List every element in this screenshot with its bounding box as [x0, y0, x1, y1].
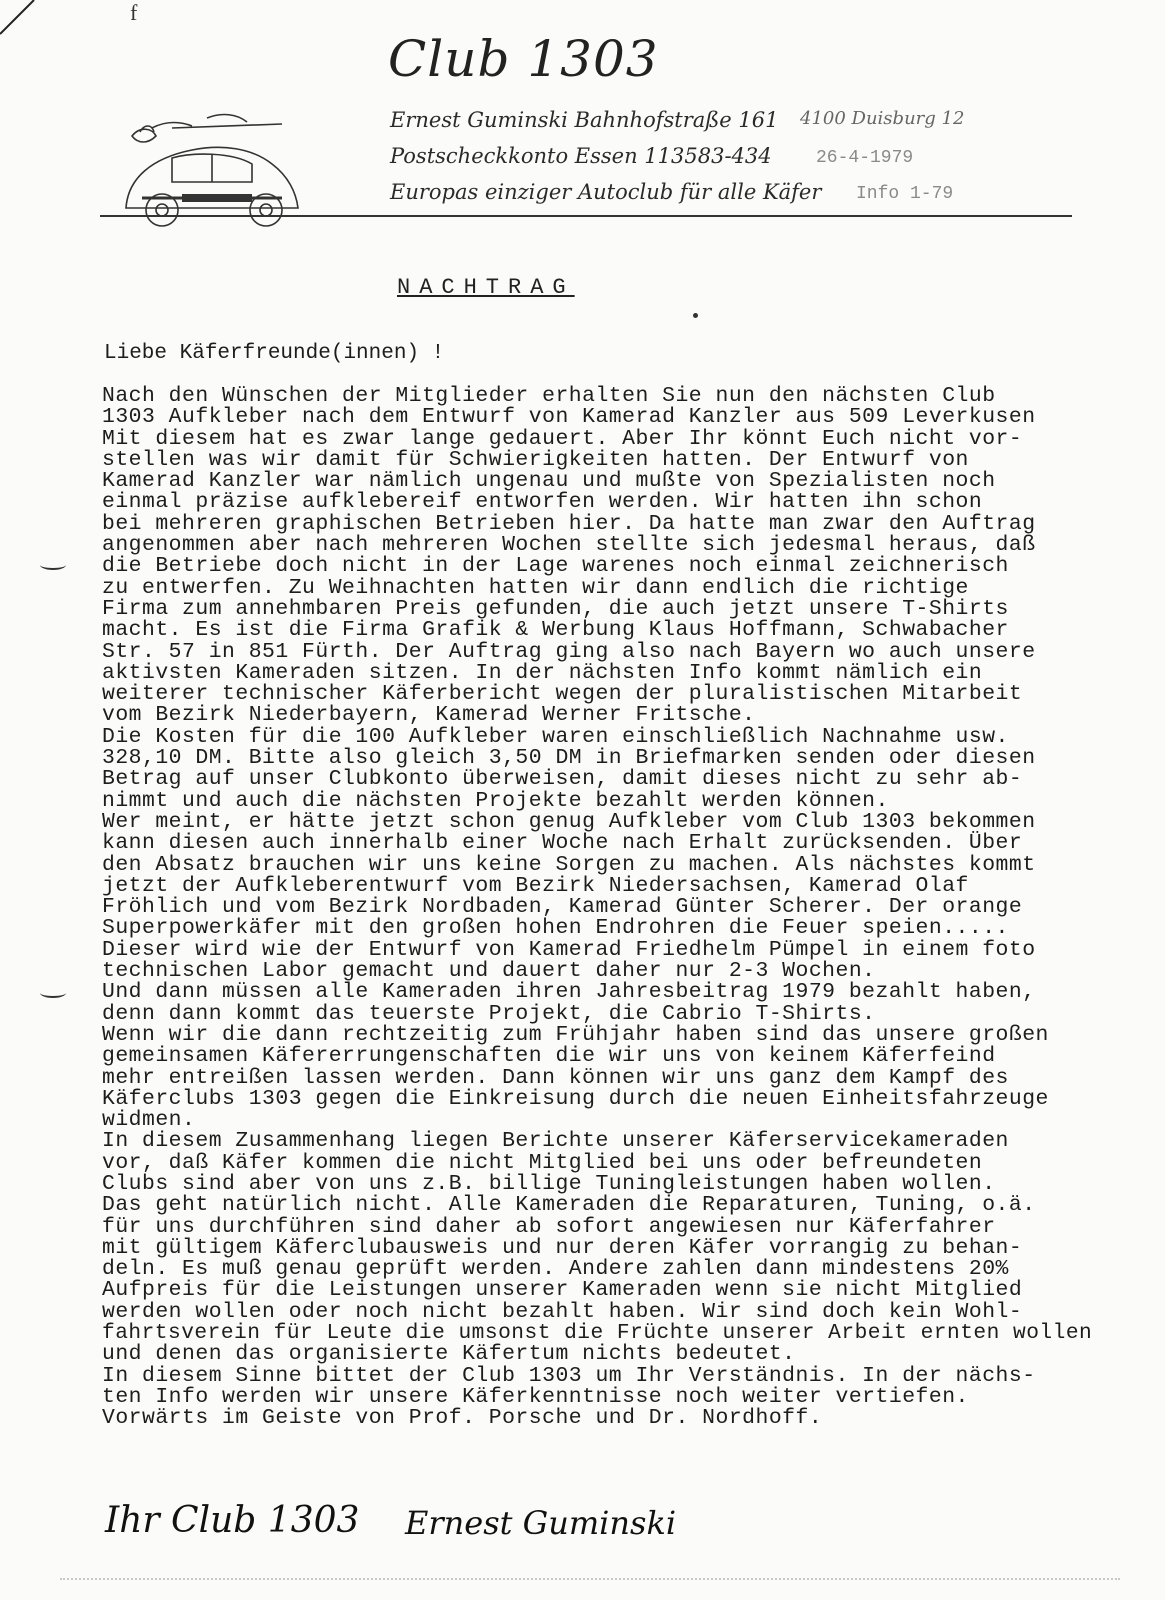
body-line: stellen was wir damit für Schwierigkeiten hatten. Der Entwurf von — [102, 447, 969, 472]
body-line: vom Bezirk Niederbayern, Kamerad Werner Fritsche. — [102, 703, 756, 728]
body-line: Str. 57 in 851 Fürth. Der Auftrag ging also nach Bayern wo auch unsere — [102, 639, 1036, 664]
slogan-line: Europas einziger Autoclub für alle Käfer — [390, 180, 822, 204]
body-line: Clubs sind aber von uns z.B. billige Tuningleistungen haben wollen. — [102, 1171, 996, 1196]
body-line: Nach den Wünschen der Mitglieder erhalten Sie nun den nächsten Club — [102, 384, 996, 408]
body-line: mehr entreißen lassen werden. Dann können wir uns ganz dem Kampf des — [102, 1065, 1009, 1090]
body-line: Dieser wird wie der Entwurf von Kamerad Friedhelm Pümpel in einem foto — [102, 937, 1036, 962]
body-line: Käferclubs 1303 gegen die Einkreisung durch die neuen Einheitsfahrzeuge — [102, 1086, 1049, 1111]
date-stamp: 26-4-1979 — [816, 148, 914, 168]
address-city: 4100 Duisburg 12 — [800, 108, 965, 129]
body-line: In diesem Zusammenhang liegen Berichte unserer Käferservicekameraden — [102, 1129, 1009, 1154]
margin-mark — [40, 560, 66, 570]
body-line: Betrag auf unser Clubkonto überweisen, damit dieses nicht zu sehr ab- — [102, 767, 1023, 792]
body-line: bei mehreren graphischen Betrieben hier. Da hatte man zwar den Auftrag — [102, 511, 1036, 536]
body-line: Mit diesem hat es zwar lange gedauert. Aber Ihr könnt Euch nicht vor- — [102, 426, 1023, 451]
body-line: Superpowerkäfer mit den großen hohen Endrohren die Feuer speien..... — [102, 916, 1009, 941]
body-line: fahrtsverein für Leute die umsonst die Früchte unserer Arbeit ernten wollen — [102, 1321, 1093, 1346]
body-line: zu entwerfen. Zu Weihnachten hatten wir dann endlich die richtige — [102, 575, 969, 600]
body-line: einmal präzise aufklebereif entworfen werden. Wir hatten ihn schon — [102, 490, 983, 515]
body-line: gemeinsamen Käfererrungenschaften die wir uns von keinem Käferfeind — [102, 1044, 996, 1069]
body-line: und denen das organisierte Käfertum nichts bedeutet. — [102, 1342, 796, 1367]
body-line: werden wollen oder noch nicht bezahlt haben. Wir sind doch kein Wohl- — [102, 1299, 1023, 1324]
address-line: Ernest Guminski Bahnhofstraße 161 — [390, 108, 779, 132]
document-heading: NACHTRAG — [397, 275, 575, 300]
body-line: technischen Labor gemacht und dauert daher nur 2-3 Wochen. — [102, 959, 876, 984]
body-line: In diesem Sinne bittet der Club 1303 um Ihr Verständnis. In der nächs- — [102, 1363, 1036, 1388]
body-line: mit gültigem Käferclubausweis und nur deren Käfer vorrangig zu behan- — [102, 1235, 1023, 1260]
body-line: Fröhlich und vom Bezirk Nordbaden, Kamerad Günter Scherer. Der orange — [102, 895, 1023, 920]
body-line: Das geht natürlich nicht. Alle Kameraden die Reparaturen, Tuning, o.ä. — [102, 1193, 1036, 1218]
page-corner-fold — [0, 0, 40, 40]
body-line: deln. Es muß genau geprüft werden. Andere zahlen dann mindestens 20% — [102, 1257, 1009, 1282]
body-line: widmen. — [102, 1108, 196, 1133]
body-line: angenommen aber nach mehreren Wochen stellte sich jedesmal heraus, daß — [102, 533, 1036, 558]
body-line: Wenn wir die dann rechtzeitig zum Frühjahr haben sind das unsere großen — [102, 1022, 1049, 1047]
body-line: Firma zum annehmbaren Preis gefunden, die auch jetzt unsere T-Shirts — [102, 596, 1009, 621]
header-divider — [100, 215, 1072, 217]
body-line: jetzt der Aufkleberentwurf vom Bezirk Niedersachsen, Kamerad Olaf — [102, 873, 969, 898]
body-line: Die Kosten für die 100 Aufkleber waren einschließlich Nachnahme usw. — [102, 724, 1009, 749]
letter-body — [102, 386, 1092, 1430]
beetle-car-logo-icon — [112, 98, 312, 238]
signature-name: Ernest Guminski — [405, 1504, 677, 1542]
body-line: denn dann kommt das teuerste Projekt, die Cabrio T-Shirts. — [102, 1001, 876, 1026]
body-line: Kamerad Kanzler war nämlich ungenau und mußte von Spezialisten noch — [102, 469, 996, 494]
body-line: macht. Es ist die Firma Grafik & Werbung Klaus Hoffmann, Schwabacher — [102, 618, 1009, 643]
info-stamp: Info 1-79 — [856, 184, 954, 204]
ink-dot — [693, 313, 698, 318]
body-line: 1303 Aufkleber nach dem Entwurf von Kamerad Kanzler aus 509 Leverkusen — [102, 405, 1036, 430]
body-line: kann diesen auch innerhalb einer Woche nach Erhalt zurücksenden. Über — [102, 831, 1023, 856]
greeting: Liebe Käferfreunde(innen) ! — [104, 342, 445, 365]
body-line: nimmt und auch die nächsten Projekte bezahlt werden können. — [102, 788, 889, 813]
club-title: Club 1303 — [388, 30, 659, 88]
account-line: Postscheckkonto Essen 113583-434 — [390, 144, 772, 168]
signature-club: Ihr Club 1303 — [105, 1500, 360, 1541]
footer-rule — [60, 1578, 1120, 1584]
body-line: aktivsten Kameraden sitzen. In der nächsten Info kommt nämlich ein — [102, 660, 983, 685]
body-line: für uns durchführen sind daher ab sofort angewiesen nur Käferfahrer — [102, 1214, 996, 1239]
body-line: 328,10 DM. Bitte also gleich 3,50 DM in Briefmarken senden oder diesen — [102, 746, 1036, 771]
body-line: vor, daß Käfer kommen die nicht Mitglied bei uns oder befreundeten — [102, 1150, 983, 1175]
body-line: weiterer technischer Käferbericht wegen der pluralistischen Mitarbeit — [102, 682, 1023, 707]
body-line: ten Info werden wir unsere Käferkenntnisse noch weiter vertiefen. — [102, 1384, 969, 1409]
body-line: Und dann müssen alle Kameraden ihren Jahresbeitrag 1979 bezahlt haben, — [102, 980, 1036, 1005]
body-line: Vorwärts im Geiste von Prof. Porsche und Dr. Nordhoff. — [102, 1406, 823, 1431]
margin-mark — [40, 988, 66, 998]
body-line: Wer meint, er hätte jetzt schon genug Aufkleber vom Club 1303 bekommen — [102, 809, 1036, 834]
corner-mark: f — [130, 0, 138, 25]
letterhead — [100, 20, 1060, 220]
body-line: die Betriebe doch nicht in der Lage warenes noch einmal zeichnerisch — [102, 554, 1009, 579]
body-line: Aufpreis für die Leistungen unserer Kameraden wenn sie nicht Mitglied — [102, 1278, 1023, 1303]
body-line: den Absatz brauchen wir uns keine Sorgen zu machen. Als nächstes kommt — [102, 852, 1036, 877]
signature-block — [105, 1500, 805, 1570]
